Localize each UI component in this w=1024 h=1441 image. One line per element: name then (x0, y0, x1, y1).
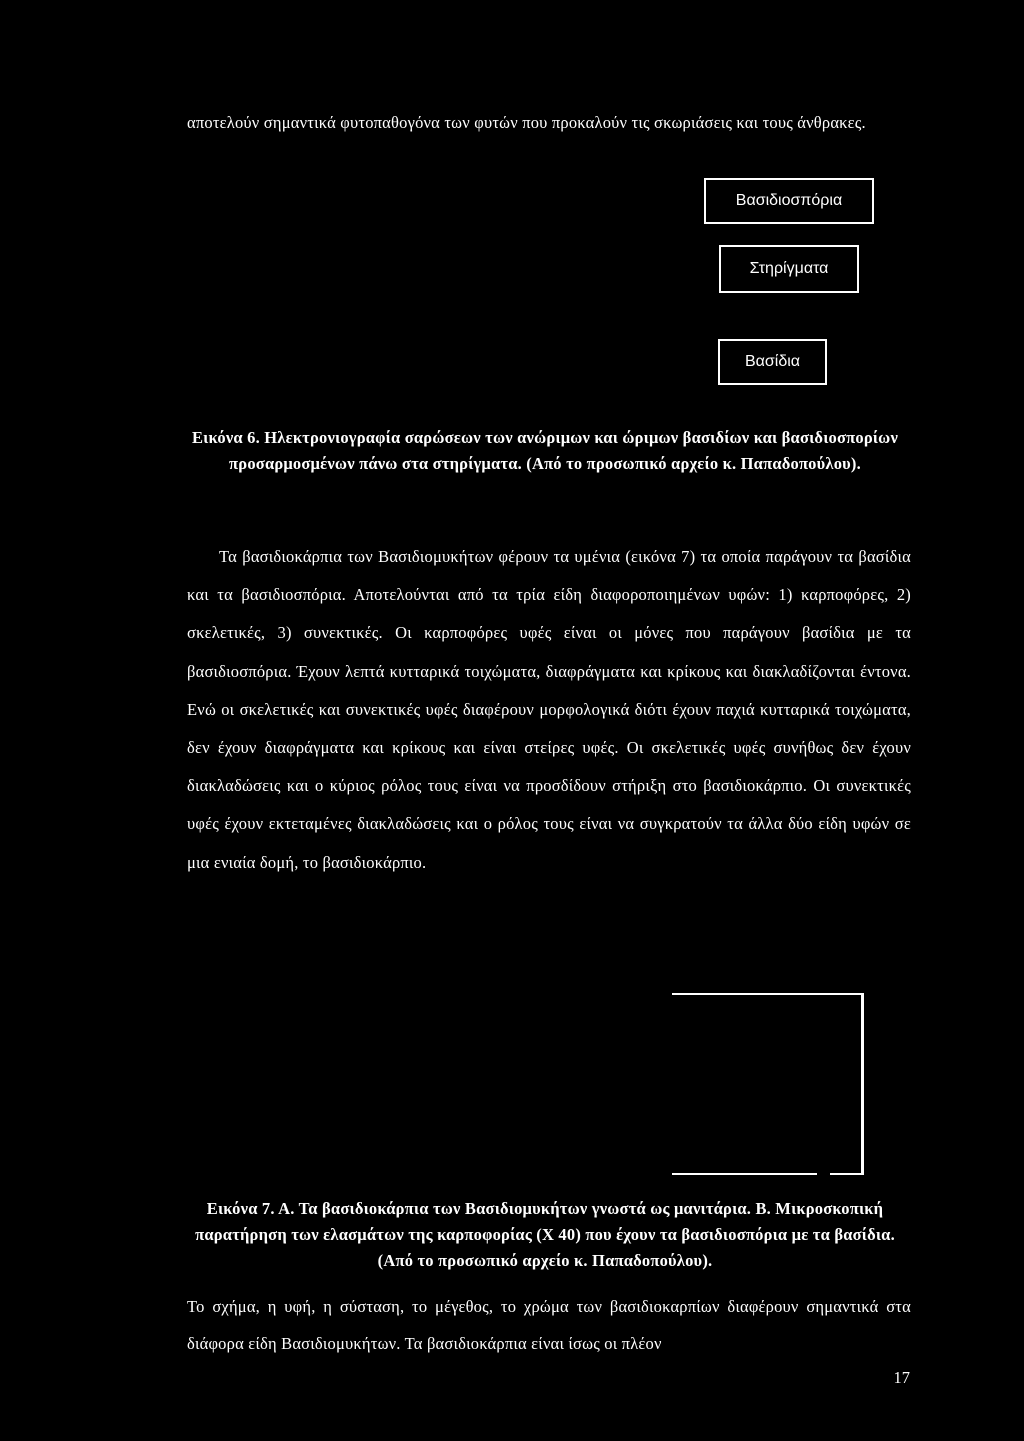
figure6-label-basidia-text: Βασίδια (744, 353, 801, 370)
figure7-caption: Εικόνα 7. Α. Τα βασιδιοκάρπια των Βασιδιομυκήτων γνωστά ως μανιτάρια. Β. Μικροσκοπική παρατήρηση των ελασμάτων της καρποφορίας (Χ 40) που έχουν τα βασιδιοσπόρια με τα βασίδια. (Από το προσωπικό αρχείο κ. Παπαδοπούλου). (195, 1199, 895, 1270)
figure6-label-sterigmata (719, 245, 859, 293)
figure7-frame-bottom-border (672, 1173, 817, 1175)
figure7-frame-top-border (672, 993, 862, 995)
figure6-label-basidia (718, 339, 827, 385)
intro-paragraph: αποτελούν σημαντικά φυτοπαθογόνα των φυτών που προκαλούν τις σκωριάσεις και τους άνθρακες. (187, 113, 866, 132)
page-number: 17 (893, 1368, 910, 1387)
figure7-frame-bottom-border-segment (830, 1173, 864, 1175)
figure6-caption: Εικόνα 6. Ηλεκτρονιογραφία σαρώσεων των ανώριμων και ώριμων βασιδίων και βασιδιοσπορίων προσαρμοσμένων πάνω στα στηρίγματα. (Από το προσωπικό αρχείο κ. Παπαδοπούλου). (191, 428, 899, 473)
figure7-frame-right-border (861, 993, 864, 1175)
figure6-label-basidiospores (704, 178, 874, 224)
figure6-label-basidiospores-text: Βασιδιοσπόρια (735, 192, 843, 209)
figure7-image-frame (672, 993, 864, 1175)
main-paragraph: Τα βασιδιοκάρπια των Βασιδιομυκήτων φέρουν τα υμένια (εικόνα 7) τα οποία παράγουν τα βασίδια και τα βασιδιοσπόρια. Αποτελούνται από τα τρία είδη διαφοροποιημένων υφών: 1) καρποφόρες, 2) σκελετικές, 3) συνεκτικές. Οι καρποφόρες υφές είναι οι μόνες που παράγουν βασίδια με τα βασιδιοσπόρια. Έχουν λεπτά κυτταρικά τοιχώματα, διαφράγματα και κρίκους και διακλαδίζονται έντονα. Ενώ οι σκελετικές και συνεκτικές υφές διαφέρουν μορφολογικά διότι έχουν παχιά κυτταρικά τοιχώματα, δεν έχουν διαφράγματα και κρίκους και είναι στείρες υφές. Οι σκελετικές υφές συνήθως δεν έχουν διακλαδώσεις και ο κύριος ρόλος τους είναι να προσδίδουν στήριξη στο βασιδιοκάρπιο. Οι συνεκτικές υφές έχουν εκτεταμένες διακλαδώσεις και ο ρόλος τους είναι να συγκρατούν τα άλλα δύο είδη υφών σε μια ενιαία δομή, το βασιδιοκάρπιο. (187, 547, 911, 872)
figure6-label-sterigmata-text: Στηρίγματα (749, 260, 829, 277)
closing-paragraph: Το σχήμα, η υφή, η σύσταση, το μέγεθος, το χρώμα των βασιδιοκαρπίων διαφέρουν σημαντικά στα διάφορα είδη Βασιδιομυκήτων. Τα βασιδιοκάρπια είναι ίσως οι πλέον (187, 1297, 911, 1353)
